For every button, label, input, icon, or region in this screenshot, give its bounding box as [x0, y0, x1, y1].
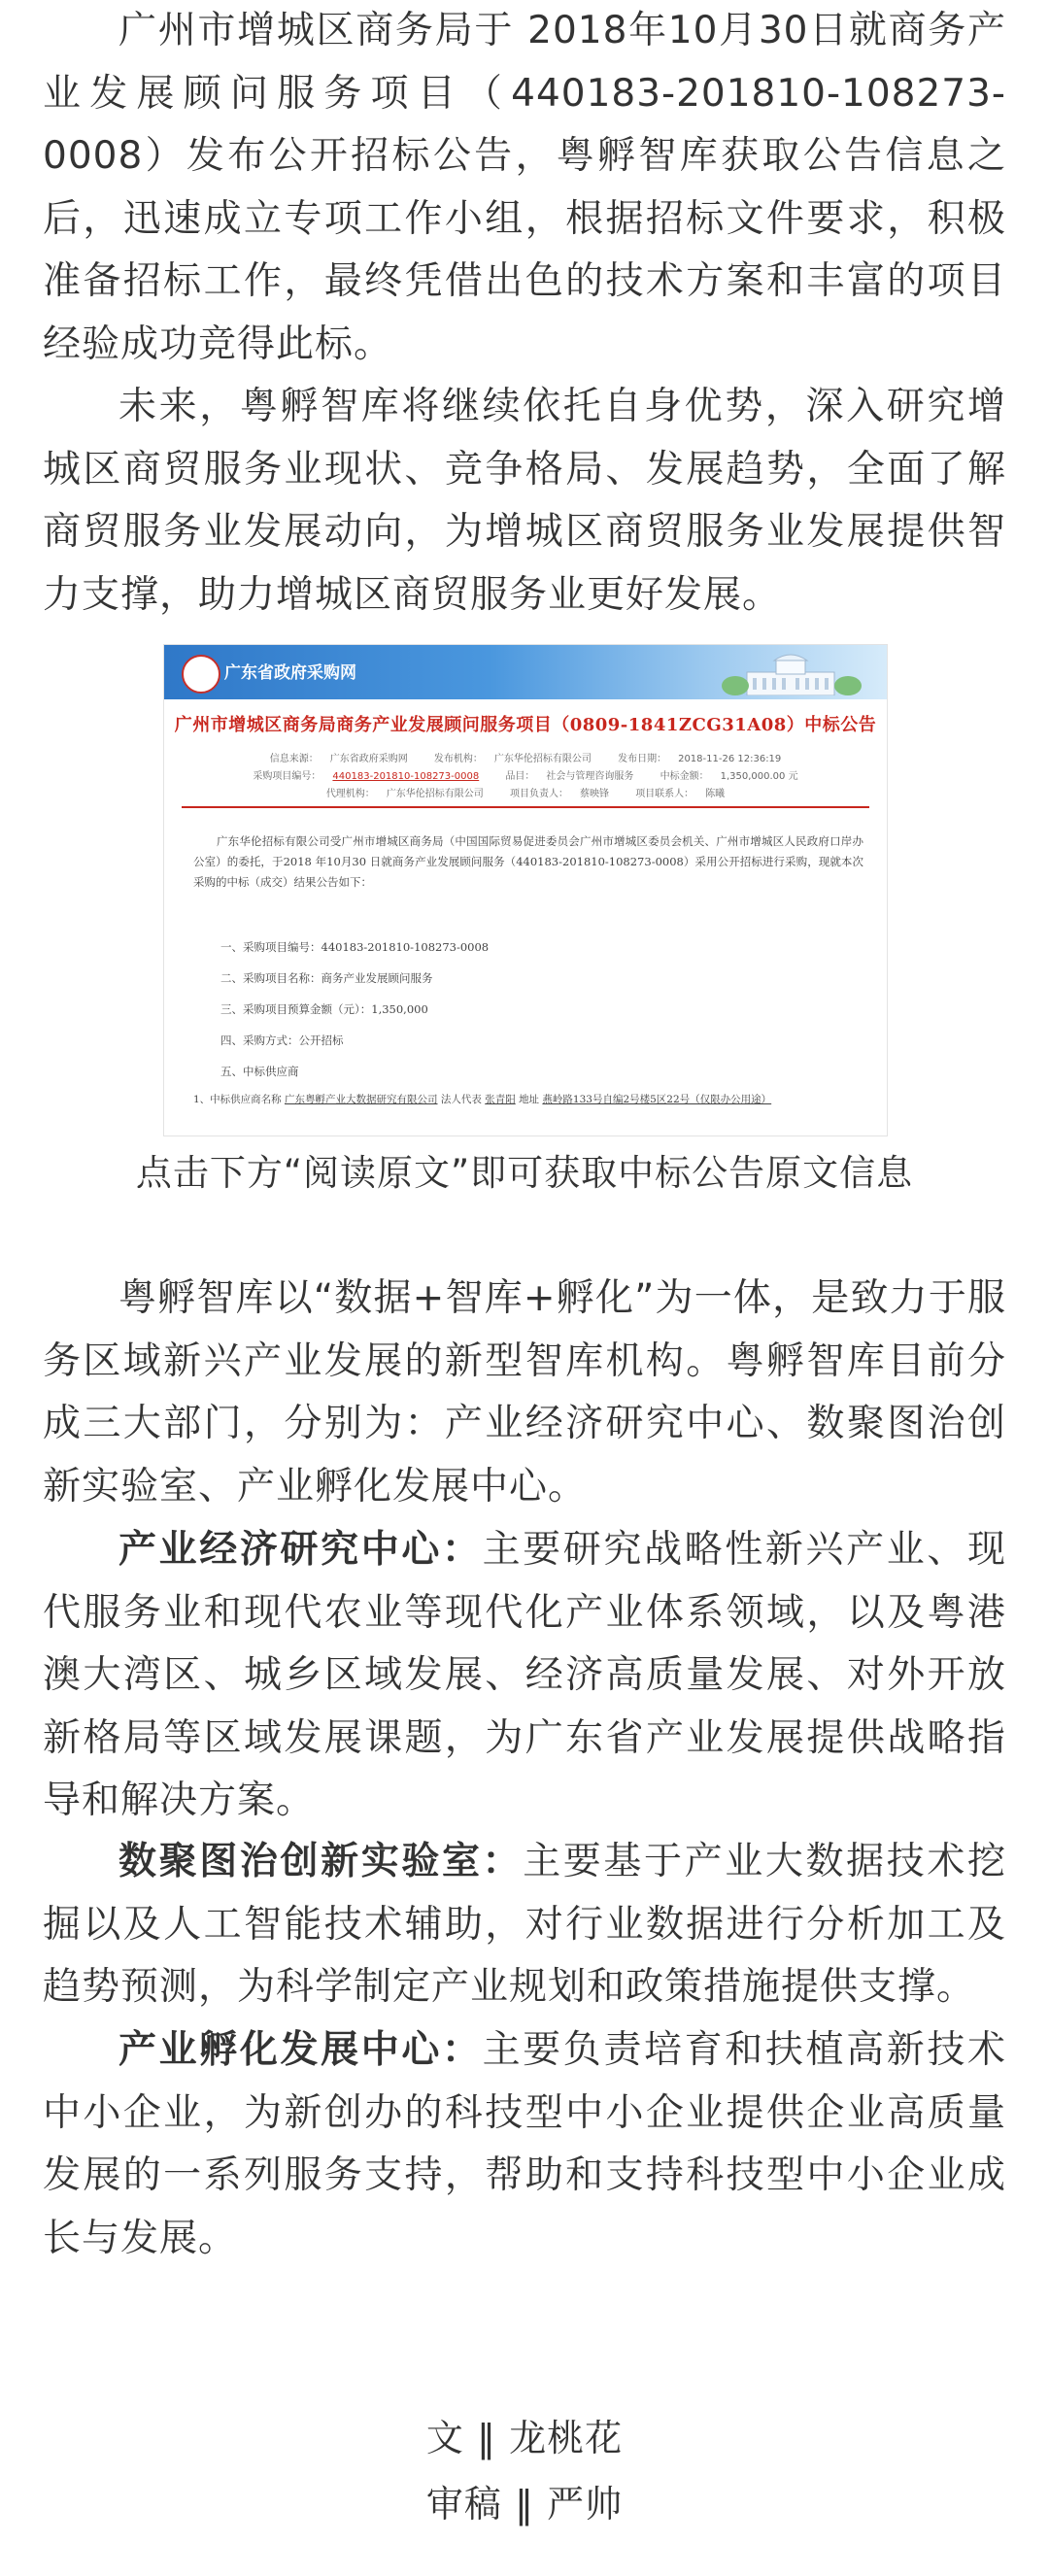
site-name: 广东省政府采购网: [224, 663, 356, 683]
announcement-intro: 广东华伦招标有限公司受广州市增城区商务局（中国国际贸易促进委员会广州市增城区委员会机关、广州市增城区人民政府口岸办公室）的委托，于2018 年10月30 日就商务产业发展顾问服务（440183-201810-108273-0008）采用公开招标进行采购，现就本次采购的中标（成交）结果公告如下：: [193, 834, 863, 889]
paragraph-dept-industrial-economics: 产业经济研究中心：主要研究战略性新兴产业、现代服务业和现代农业等现代化产业体系领域，以及粤港澳大湾区、城乡区域发展、经济高质量发展、对外开放新格局等区域发展课题，为广东省产业发展提供战略指导和解决方案。: [43, 1528, 1006, 1822]
winning-supplier-name: 广东粤孵产业大数据研究有限公司: [285, 1094, 438, 1105]
paragraph-dept-incubation: 产业孵化发展中心：主要负责培育和扶植高新技术中小企业，为新创办的科技型中小企业提供企业高质量发展的一系列服务支持，帮助和支持科技型中小企业成长与发展。: [43, 2028, 1006, 2260]
announcement-meta-row-1: 信息来源： 广东省政府采购网 发布机构： 广东华伦招标有限公司 发布日期： 2018-11-26 12:36:19: [269, 754, 782, 764]
dept-name: 产业孵化发展中心：: [118, 2028, 483, 2072]
paragraph-dept-data-lab: 数聚图治创新实验室：主要基于产业大数据技术挖掘以及人工智能技术辅助，对行业数据进行分析加工及趋势预测，为科学制定产业规划和政策措施提供支撑。: [43, 1840, 1006, 2009]
site-logo-icon: [182, 655, 220, 694]
author-credit: 文 ‖ 龙桃花: [425, 2417, 624, 2459]
building-illustration-icon: [718, 651, 863, 695]
project-number-link[interactable]: 440183-201810-108273-0008: [332, 771, 480, 782]
announcement-item: 四、采购方式：公开招标: [220, 1034, 344, 1047]
paragraph-about-think-tank: 粤孵智库以“数据+智库+孵化”为一体，是致力于服务区域新兴产业发展的新型智库机构。粤孵智库目前分成三大部门，分别为：产业经济研究中心、数聚图治创新实验室、产业孵化发展中心。: [43, 1276, 1006, 1508]
announcement-item: 三、采购项目预算金额（元）：1,350,000: [220, 1002, 428, 1016]
paragraph-future-outlook: 未来，粤孵智库将继续依托自身优势，深入研究增城区商贸服务业现状、竞争格局、发展趋势，全面了解商贸服务业发展动向，为增城区商贸服务业发展提供智力支撑，助力增城区商贸服务业更好发展。: [43, 385, 1006, 617]
announcement-screenshot: [163, 644, 888, 1136]
dept-name: 产业经济研究中心：: [118, 1528, 483, 1572]
announcement-meta-row-3: 代理机构： 广东华伦招标有限公司 项目负责人： 蔡映锋 项目联系人： 陈曦: [325, 789, 726, 799]
reviewer-credit: 审稿 ‖ 严帅: [425, 2483, 624, 2525]
dept-name: 数聚图治创新实验室：: [118, 1840, 524, 1883]
announcement-item: 一、采购项目编号：440183-201810-108273-0008: [220, 940, 490, 954]
winning-supplier-line: 1、中标供应商名称 广东粤孵产业大数据研究有限公司 法人代表 张青阳 地址 燕岭路133号自编2号楼5区22号（仅限办公用途）: [193, 1094, 772, 1105]
announcement-title: 广州市增城区商务局商务产业发展顾问服务项目（0809-1841ZCG31A08）中标公告: [174, 715, 877, 735]
announcement-item: 五、中标供应商: [220, 1065, 299, 1078]
paragraph-bid-announcement: 广州市增城区商务局于 2018年10月30日就商务产业发展顾问服务项目（440183-201810-108273-0008）发布公开招标公告，粤孵智库获取公告信息之后，迅速成立专项工作小组，根据招标文件要求，积极准备招标工作，最终凭借出色的技术方案和丰富的项目经验成功竞得此标。: [43, 9, 1006, 366]
announcement-item: 二、采购项目名称：商务产业发展顾问服务: [220, 971, 433, 985]
announcement-meta-row-2: 采购项目编号： 440183-201810-108273-0008 品目： 社会与管理咨询服务 中标金额： 1,350,000.00 元: [253, 771, 798, 782]
read-original-caption: 点击下方“阅读原文”即可获取中标公告原文信息: [135, 1152, 914, 1194]
procurement-site-banner: [164, 645, 887, 699]
title-divider: [182, 806, 869, 808]
